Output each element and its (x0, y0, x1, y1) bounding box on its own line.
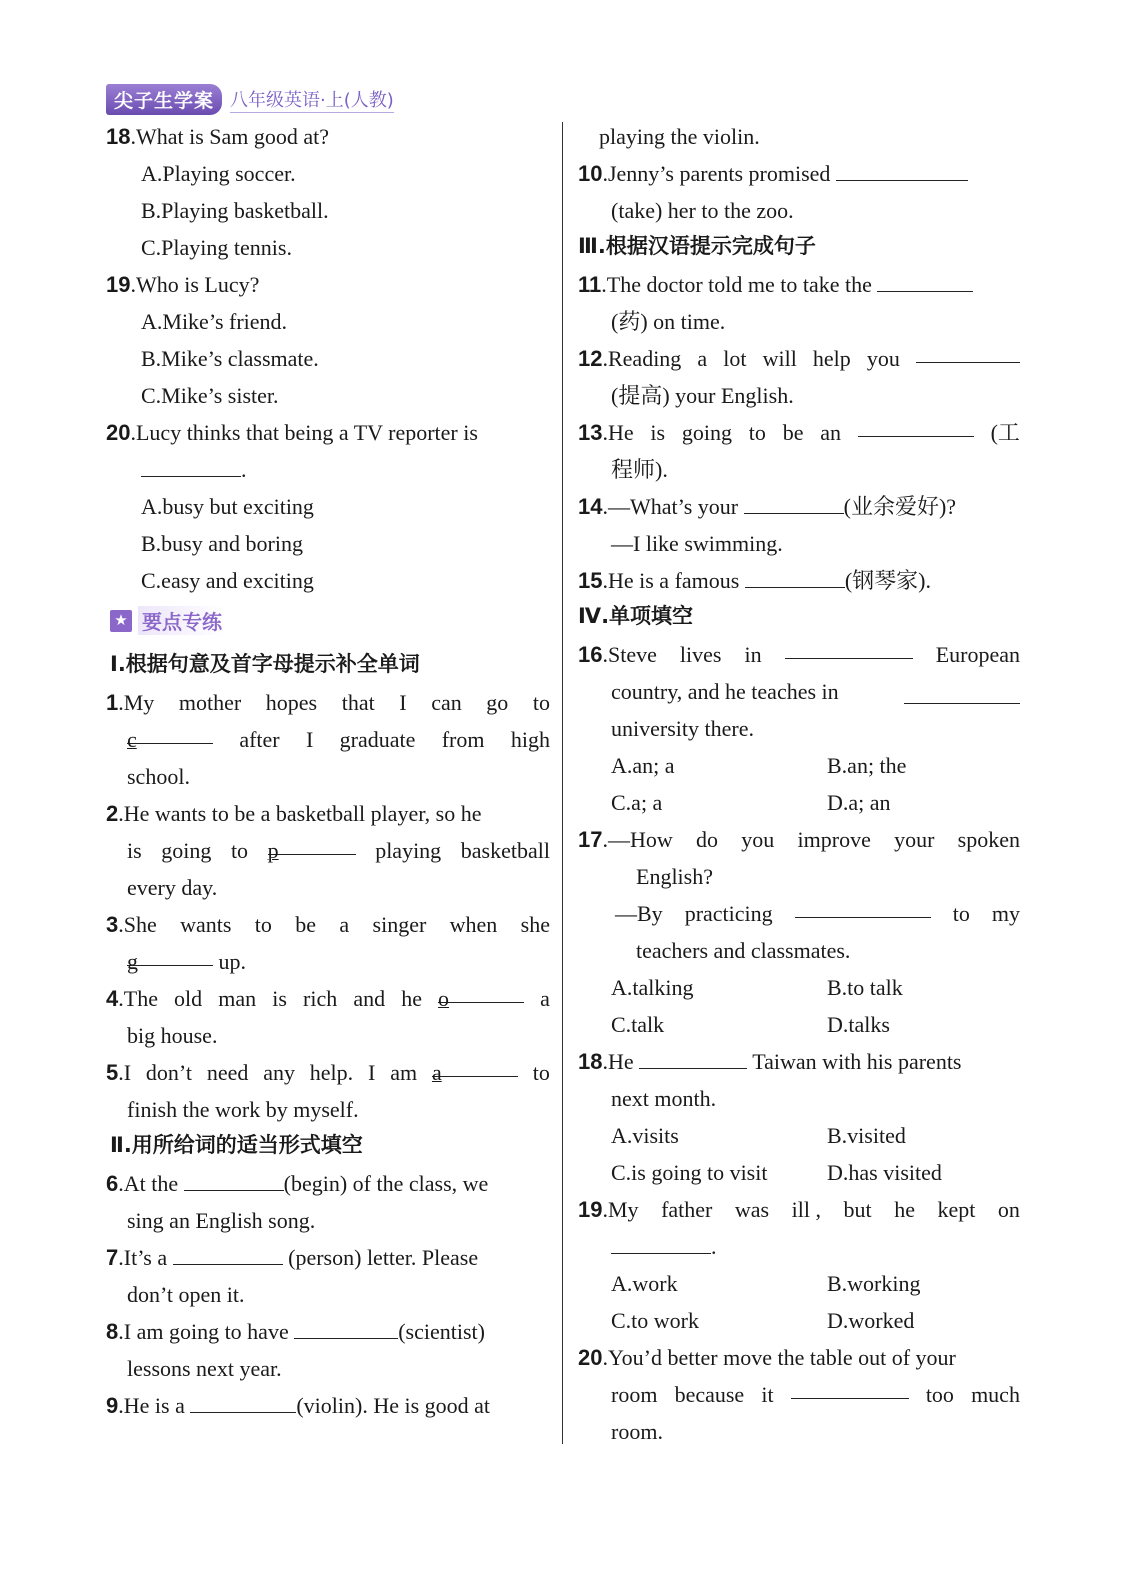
question-16: 16.Steve lives in European (578, 636, 1020, 673)
text-line: teachers and classmates. (636, 938, 851, 963)
text-line: sing an English song. (127, 1208, 316, 1233)
option: B.Playing basketball. (141, 198, 329, 223)
text-line: every day. (127, 875, 218, 900)
question-18: 18.What is Sam good at? (106, 124, 330, 149)
answer-blank-line: . (141, 451, 247, 488)
item-9: 9.He is a (violin). He is good at (106, 1387, 490, 1424)
option: A.busy but exciting (141, 494, 314, 519)
question-19: 19.Who is Lucy? (106, 272, 260, 297)
question-20: 20.Lucy thinks that being a TV reporter is (106, 420, 478, 445)
item-1-line-2: c after I graduate from high (127, 721, 550, 758)
text-line: playing the violin. (599, 124, 760, 149)
section-heading-3: Ⅲ.根据汉语提示完成句子 (578, 234, 816, 258)
item-14: 14.—What’s your (业余爱好)? (578, 488, 956, 525)
answer-blank-line: . (611, 1228, 717, 1265)
item-6: 6.At the (begin) of the class, we (106, 1165, 488, 1202)
item-7: 7.It’s a (person) letter. Please (106, 1239, 478, 1276)
question-17: 17.—How do you improve your spoken (578, 827, 1020, 852)
text-line: (药) on time. (611, 309, 726, 334)
option: C.easy and exciting (141, 568, 314, 593)
item-3-line-2: g up. (127, 943, 246, 980)
option: B.Mike’s classmate. (141, 346, 319, 371)
star-icon: ★ (110, 610, 132, 632)
text-line: big house. (127, 1023, 218, 1048)
item-4: 4.The old man is rich and he o a (106, 980, 550, 1017)
option: A.Mike’s friend. (141, 309, 288, 334)
question-16-line-2: country, and he teaches in (611, 673, 1020, 710)
text-line: lessons next year. (127, 1356, 282, 1381)
item-15: 15.He is a famous (钢琴家). (578, 562, 931, 599)
item-8: 8.I am going to have (scientist) (106, 1313, 485, 1350)
text-line: (提高) your English. (611, 383, 794, 408)
text-line: room. (611, 1419, 663, 1444)
text-line: 程师). (611, 457, 668, 482)
item-12: 12.Reading a lot will help you (578, 340, 1020, 377)
key-points-heading: ★ 要点专练 (110, 606, 226, 635)
brand-label: 尖子生学案 (106, 84, 222, 115)
option: C.Playing tennis. (141, 235, 292, 260)
question-17-line-3: —By practicing to my (615, 895, 1020, 932)
item-3: 3.She wants to be a singer when she (106, 912, 550, 937)
option: C.Mike’s sister. (141, 383, 279, 408)
book-subtitle: 八年级英语·上(人教) (230, 86, 394, 113)
text-line: school. (127, 764, 190, 789)
text-line: university there. (611, 716, 754, 741)
section-heading-2: Ⅱ.用所给词的适当形式填空 (110, 1133, 363, 1157)
item-10: 10.Jenny’s parents promised (578, 155, 1020, 192)
text-line: —I like swimming. (611, 531, 783, 556)
text-line: finish the work by myself. (127, 1097, 359, 1122)
question-18: 18.He Taiwan with his parents (578, 1043, 1020, 1080)
option: B.busy and boring (141, 531, 303, 556)
question-19: 19.My father was ill , but he kept on (578, 1197, 1020, 1222)
question-20-line-2: room because it too much (611, 1376, 1020, 1413)
option: A.Playing soccer. (141, 161, 296, 186)
item-13: 13.He is going to be an (工 (578, 414, 1020, 451)
text-line: (take) her to the zoo. (611, 198, 794, 223)
text-line: next month. (611, 1086, 717, 1111)
text-line: English? (636, 864, 713, 889)
section-heading-1: Ⅰ.根据句意及首字母提示补全单词 (110, 652, 420, 676)
column-divider (562, 122, 563, 1444)
item-2: 2.He wants to be a basketball player, so he (106, 801, 482, 826)
item-1: 1.My mother hopes that I can go to (106, 690, 550, 715)
item-11: 11.The doctor told me to take the (578, 266, 973, 303)
item-2-line-2: is going to p playing basketball (127, 832, 550, 869)
item-5: 5.I don’t need any help. I am a to (106, 1054, 550, 1091)
question-20: 20.You’d better move the table out of your (578, 1345, 956, 1370)
section-heading-4: Ⅳ.单项填空 (578, 604, 694, 628)
page-header (106, 84, 394, 114)
text-line: don’t open it. (127, 1282, 245, 1307)
